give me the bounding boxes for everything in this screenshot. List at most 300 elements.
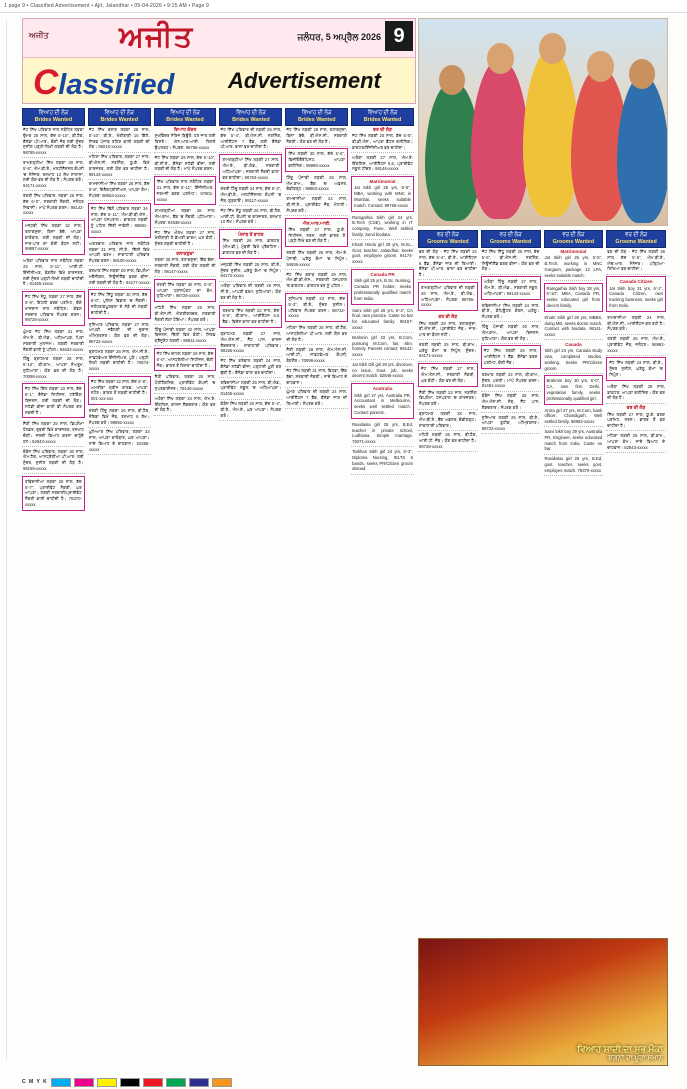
classified-ad [88,239,151,266]
ad-body: ਮਹਿਤੋਂ ਲੜਕੀ 26 ਸਾਲ, ਬੀ.ਟੈਕ, ਆਈ.ਟੀ. ਜੌਬ। ਯੋਗ ਵਰ ਚਾਹੀਦਾ ਹੈ। 98728-xxxxx [419,432,477,450]
column-header-5-english: Brides Wanted [297,116,336,123]
cmyk-swatches [51,1078,232,1087]
classified-ad [351,176,414,212]
classified-ad [481,276,541,299]
classified-ad [481,248,541,275]
ad-body: ਹਿੰਦੂ ਪੰਜਾਬੀ ਲੜਕਾ 32 ਸਾਲ, ਆਪਣਾ ਬਿਜ਼ਨਸ, ਦਿੱਲੀ ਵਿਖੇ ਕੋਠੀ। ਸਿਰਫ਼ ਗ੍ਰੈਜੂਏਟ ਲੜਕੀ। 98911-xxxxx [154,326,216,344]
ad-title: Canada PR [370,272,395,277]
column-header-r2-punjabi: ਵਰ ਦੀ ਲੋੜ [499,232,522,238]
column-r4-ads [606,248,666,453]
classified-ad [285,324,348,345]
cmyk-swatch [74,1078,94,1087]
classified-ad [351,126,414,154]
ad-title: Canada [565,341,582,347]
ad-body: ਹਿੰਦੂ ਪੰਜਾਬੀ ਲੜਕੀ 26 ਸਾਲ, ਐਮ.ਕਾਮ., ਬੈਂਕ 'ਚ ਅਫ਼ਸਰ, ਚੰਡੀਗੜ੍ਹ। 98883-xxxxx [286,174,348,192]
classified-ad [154,348,217,371]
ad-title: Australia [372,386,393,392]
classified-ad [88,347,151,374]
classified-ad [606,357,666,380]
classified-ad [606,431,666,452]
classified-ad [219,357,282,378]
column-header-3-english: Brides Wanted [166,116,204,123]
ad-body: ਅਰੋੜਾ ਸਿੱਖ ਲੜਕੀ 29 ਸਾਲ, ਡਾਕਟਰ, ਆਪਣਾ ਕਲੀਨਿਕ। ਯੋਗ ਵਰ ਦੀ ਲੋੜ ਹੈ। [607,383,665,401]
ad-body: ਜੱਟ ਸਿੱਖ ਲੜਕਾ 32 ਸਾਲ, ਕੱਦ 5'-9", ਅਮਰੀਕਾ ਗ੍ਰੀਨ ਕਾਰਡ, ਆਪਣਾ ਸਟੋਰ। ਭਾਰਤ ਤੋਂ ਲੜਕੀ ਚਾਹੀਦੀ ਹੈ। 001-xxx-xxx [90,378,148,402]
column-header-3 [154,108,217,126]
column-header-r1-english: Grooms Wanted [427,238,469,245]
ad-body: ਮਹਿਰਾ ਲੜਕੀ 25 ਸਾਲ, ਬੀ.ਕਾਮ., ਆਪਣਾ ਕੰਮ। ਸਾਦੇ ਵਿਆਹ ਦੇ ਚਾਹਵਾਨ। 62843-xxxxx [607,432,665,450]
classified-ad [418,363,478,386]
classified-columns-left [22,108,414,512]
classified-ad [606,276,666,312]
classified-ad [22,220,85,255]
classified-ad [22,476,85,511]
classified-ad [418,410,478,431]
ad-body: ਰਾਮਦਾਸੀਆ ਲੜਕੀ 24 ਸਾਲ, ਬੀ.ਐਸ.ਸੀ., ਆਈਲੈਟਸ ਕਰ ਰਹੀ ਹੈ। ਸੰਪਰਕ ਕਰੋ। [607,314,665,332]
ad-body: Sikh girl 25 yrs, B.Sc. Nursing, Canada PR holder, seeks professionally qualified match from India. [354,278,411,301]
classified-column-1 [22,108,85,512]
ad-body: ਜੱਟ ਸਿੱਖ ਲੜਕਾ 29 ਸਾਲ, ਕੱਦ 5'-10", ਬੀ.ਸੀ.ਏ., ਕੈਨੇਡਾ ਸਟੱਡੀ ਵੀਜ਼ਾ, ਲਈ ਲੜਕੀ ਦੀ ਲੋੜ ਹੈ। ਮਾਪੇ ਸੰਪਰਕ ਕਰਨ। [154,154,216,172]
cmyk-swatch [189,1078,209,1087]
ad-body: Khatri Sikh girl 26 yrs, MBBS, doing MD, seeks doctor match. Contact with biodata. 98141-xxxxx [544,314,603,338]
classified-ad [481,370,541,391]
ad-body: Jat Sikh girl 26 yrs, 5'-5", MBA, working with MNC in Mumbai, seeks suitable match. Contact: 98765-xxxxx [354,185,411,208]
classified-ad [22,191,85,218]
ad-body: ਤਰਖਾਣ ਲੜਕੀ 23 ਸਾਲ, ਬੀ.ਕਾਮ., ਸੁੰਦਰ, ਪਤਲੀ। ਮਾਪੇ ਸੰਪਰਕ ਕਰਨ। 81461-xxxxx [481,371,540,389]
classified-ad [154,250,217,278]
classified-ad [154,304,217,325]
classified-ad [22,420,85,447]
ad-body: ਰਾਮਗੜ੍ਹੀਆ ਸਿੱਖ ਲੜਕਾ 30 ਸਾਲ, 5'-8", ਐਮ.ਬੀ.ਏ., ਮਲਟੀਨੈਸ਼ਨਲ ਕੰਪਨੀ 'ਚ ਮੈਨੇਜਰ, ਤਨਖਾਹ 12 ਲੱਖ ਸਾਲਾਨਾ, ਲਈ ਯੋਗ ਵਰ ਦੀ ਲੋੜ ਹੈ। ਸੰਪਰਕ ਕਰੋ। 94171-xxxxx [23,159,84,189]
ad-body: ਮਹਿਤੋਂ ਸਿੱਖ ਲੜਕਾ 26 ਸਾਲ, ਬੀ.ਐਸ.ਸੀ. ਐਗਰੀਕਲਚਰ, ਸਰਕਾਰੀ ਨੌਕਰੀ ਲੱਗਾ ਹੋਇਆ। ਸੰਪਰਕ ਕਰੋ। [154,305,216,322]
ad-body: ਤਰਖਾਣ ਸਿੱਖ ਲੜਕਾ 29 ਸਾਲ, ਡਿਪਲੋਮਾ ਮਕੈਨੀਕਲ, ਨਿਊਜ਼ੀਲੈਂਡ ਵਰਕ ਵੀਜ਼ਾ, ਲਈ ਲੜਕੀ ਦੀ ਲੋੜ ਹੈ। 94177-xxxxx [88,267,150,285]
cmyk-label: C M Y K [22,1079,48,1085]
classified-ad [219,305,282,328]
classified-dropcap: C [33,63,59,102]
classified-ad [351,153,414,174]
ajit-logo: ਅਜੀਤ [119,21,194,53]
ad-body: ਖੱਤਰੀ ਸਿੱਖ ਪਰਿਵਾਰ, ਲੜਕਾ 26 ਸਾਲ, ਕੱਦ 6'-0", ਸਰਕਾਰੀ ਨੌਕਰੀ, ਜਲੰਧਰ ਨਿਵਾਸੀ। ਮਾਪੇ ਸੰਪਰਕ ਕਰਨ। 98142-xxxxx [23,192,84,216]
ad-body: ਜੱਟ ਸਿੱਖ ਲੜਕੀ 27 ਸਾਲ, ਐਮ.ਐਸ.ਸੀ., ਸਰਕਾਰੀ ਨੌਕਰੀ, ਘਰ ਕੋਠੀ। ਯੋਗ ਵਰ ਦੀ ਲੋੜ। [421,366,475,383]
classified-column-2 [88,108,151,512]
column-1-ads [22,126,85,511]
ad-title: ਵਿਆਹ ਕੇਂਦਰ [173,127,197,132]
classified-ad [219,260,282,281]
column-set-right [418,230,666,476]
column-header-2-english: Brides Wanted [100,116,139,123]
ad-title: ਵਰ ਦੀ ਲੋੜ [626,405,646,411]
classified-ad [481,345,541,368]
classified-ad [88,376,151,405]
classified-column-5 [285,108,348,512]
classified-ad [88,180,151,201]
classified-ad [544,427,604,454]
classified-ad [219,378,282,399]
column-header-r2 [481,230,541,248]
classified-ad [154,394,217,415]
classified-ad [22,355,85,382]
ad-body: ਕੰਬੋਜ ਸਿੱਖ ਪਰਿਵਾਰ, ਲੜਕਾ 30 ਸਾਲ, ਐਮ.ਟੈਕ, ਆਸਟ੍ਰੇਲੀਆ ਪੀ.ਆਰ. ਲਈ ਸੁੰਦਰ, ਸੁਸ਼ੀਲ ਲੜਕੀ ਦੀ ਲੋੜ ਹੈ। 98159-xxxxx [23,448,84,472]
column-4-ads [219,126,282,421]
classified-ad [418,431,478,452]
classified-ad [351,420,414,447]
ad-title: Matrimonial [369,179,396,185]
ad-body: ਸਿੱਖ ਪਰਿਵਾਰ ਨਾਲ ਸਬੰਧਿਤ ਲੜਕਾ 31 ਸਾਲ, ਕੱਦ 5'-11", ਇੰਜੀਨੀਅਰ, ਜਰਮਨੀ ਵਰਕ ਪਰਮਿਟ। 97801-xxxxx [156,179,214,202]
ad-title: Matrimonial [560,249,587,254]
ad-body: ਸੁਨਿਆਰ ਲੜਕੀ 25 ਸਾਲ, ਬੀ.ਏ., ਆਪਣਾ ਬੁਟੀਕ, ਅੰਮ੍ਰਿਤਸਰ। 98722-xxxxx [481,414,540,432]
column-r3-ads [544,248,604,477]
classified-ad [22,328,85,355]
classified-ad [285,126,348,147]
edition-date: ਜਲੰਧਰ, 5 ਅਪ੍ਰੈਲ 2026 [297,32,381,42]
column-header-2-punjabi: ਵਿਆਹ ਦੀ ਲੋੜ [104,110,135,116]
ad-body: ਘੁੰਮਣ ਪਰਿਵਾਰ ਦੀ ਲੜਕੀ 24 ਸਾਲ, ਆਈਲੈਟਸ 7 ਬੈਂਡ, ਕੈਨੇਡਾ ਜਾਣ ਦੀ ਤਿਆਰੀ। ਸੰਪਰਕ ਕਰੋ। [286,389,348,407]
column-header-2 [88,108,151,126]
ad-body: ਜੱਟ ਸਿੱਖ ਪਰਿਵਾਰ ਨਾਲ ਸਬੰਧਿਤ ਲੜਕਾ ਉਮਰ 28 ਸਾਲ, ਕੱਦ 5'-10", ਬੀ.ਟੈਕ, ਕੈਨੇਡਾ ਪੀ.ਆਰ., ਚੰਗੀ ਜੌਬ ਲਈ ਸੁੰਦਰ ਸੁਸ਼ੀਲ ਪੜ੍ਹੀ-ਲਿਖੀ ਲੜਕੀ ਦੀ ਲੋੜ ਹੈ। 98765-xxxxx [23,127,84,156]
ad-body: ਘੁਮਿਆਰ ਸਿੱਖ ਪਰਿਵਾਰ, ਲੜਕਾ 33 ਸਾਲ, ਆਪਣਾ ਕਾਰੋਬਾਰ, ਘਰ ਆਪਣਾ। ਸਾਦੇ ਵਿਆਹ ਦੇ ਚਾਹਵਾਨ। 62395-xxxxx [88,429,150,452]
ad-body: ਸੁਨਿਆਰ ਪਰਿਵਾਰ, ਲੜਕਾ 27 ਸਾਲ, ਆਪਣੀ ਜਵੈਲਰੀ ਦੀ ਦੁਕਾਨ, ਅੰਮ੍ਰਿਤਸਰ। ਯੋਗ ਵਰ ਦੀ ਲੋੜ। 98722-xxxxx [88,321,150,344]
column-set-left [22,108,414,512]
ad-body: ਰਾਮਗੜ੍ਹੀਆ ਸਿੱਖ ਲੜਕੀ 27 ਸਾਲ, ਐਮ.ਏ., ਬੀ.ਐਡ., ਸਰਕਾਰੀ ਅਧਿਆਪਕਾ। ਸਰਕਾਰੀ ਨੌਕਰੀ ਵਾਲਾ ਵਰ ਚਾਹੀਦਾ। 98763-xxxxx [222,157,280,180]
ad-body: ਬ੍ਰਾਹਮਣ ਲੜਕੀ 28 ਸਾਲ, ਐਮ.ਬੀ.ਏ., ਬੈਂਕ ਅਫ਼ਸਰ, ਚੰਡੀਗੜ੍ਹ। ਸ਼ਾਕਾਹਾਰੀ ਪਰਿਵਾਰ। [419,411,477,428]
classified-ad [154,153,217,174]
ad-body: ਅਰੋੜਾ ਸਿੱਖ ਲੜਕਾ 34 ਸਾਲ, ਐਮ.ਏ. ਇੰਗਲਿਸ਼, ਕਾਲਜ ਲੈਕਚਰਾਰ। ਯੋਗ ਵਰ ਦੀ ਲੋੜ ਹੈ। [154,395,216,413]
classified-ad [481,392,541,413]
ad-body: ਜੱਟ ਸਿੱਖ ਔਲਖ ਲੜਕਾ 27 ਸਾਲ, ਖੇਤੀਬਾੜੀ ਤੇ ਡੇਅਰੀ ਫਾਰਮ, ਘਰ ਕੋਠੀ। ਸੁੰਦਰ ਲੜਕੀ ਚਾਹੀਦੀ ਹੈ। [154,229,216,247]
figure-1-head [439,65,465,95]
classified-ad [219,282,282,303]
cmyk-swatch [166,1078,186,1087]
classified-column-r2 [481,230,541,476]
ad-body: ਜੱਟ ਸਿੱਖ ਬਰਾੜ ਲੜਕਾ 28 ਸਾਲ, 5'-10", ਬੀ.ਏ., ਖੇਤੀਬਾੜੀ 15 ਕਿੱਲੇ, ਸਿਰਫ਼ ਪੰਜਾਬ ਰਹਿਣ ਵਾਲੀ ਲੜਕੀ ਦੀ ਲੋੜ। 95010-xxxxx [88,127,150,150]
classified-ad [544,406,604,427]
ad-body: ਜੱਟ ਸਿੱਖ ਸਿੱਧੂ ਲੜਕਾ 30 ਸਾਲ, ਕੱਦ 6'-0", ਪੁਲਿਸ ਵਿਭਾਗ 'ਚ ਨੌਕਰੀ। ਜਲੰਧਰ/ਕਪੂਰਥਲਾ ਦੇ ਨੇੜੇ ਦੀ ਲੜਕੀ ਚਾਹੀਦੀ ਹੈ। [90,292,148,315]
classified-ad [219,126,282,153]
ad-body: ਸੈਣੀ ਪਰਿਵਾਰ, ਲੜਕਾ 25 ਸਾਲ, ਪੌਲੀਟੈਕਨਿਕ, ਪ੍ਰਾਈਵੇਟ ਕੰਪਨੀ 'ਚ ਸੁਪਰਵਾਈਜ਼ਰ। 78140-xxxxx [154,374,216,391]
ad-body: ਜੱਟ ਸਿੱਖ ਸੰਧੂ, ਲੜਕਾ 27 ਸਾਲ, ਕੱਦ 5'-9", ਇਟਲੀ ਵਰਕ ਪਰਮਿਟ, ਚੰਗੇ ਖਾਨਦਾਨ ਨਾਲ ਸਬੰਧਿਤ। ਕੇਵਲ ਸਰਦਾਰ ਪਰਿਵਾਰ ਸੰਪਰਕ ਕਰਨ। 98728-xxxxx [25,294,82,323]
ad-body: ਜੱਟ ਸਿੱਖ ਸਿੱਧੂ ਲੜਕੀ 25 ਸਾਲ, ਕੱਦ 5'-6", ਬੀ.ਐਸ.ਸੀ. ਨਰਸਿੰਗ, ਨਿਊਜ਼ੀਲੈਂਡ ਵਰਕ ਵੀਜ਼ਾ। ਯੋਗ ਵਰ ਦੀ ਲੋੜ। [481,249,540,272]
figure-3-body [523,49,579,217]
classified-ad [351,240,414,267]
classified-ad [219,154,282,183]
masthead-top [23,19,415,58]
ad-title: ਵਰ ਦੀ ਲੋੜ [373,127,392,132]
cmyk-swatch [97,1078,117,1087]
ad-body: ਘੁੰਮਣ ਜੱਟ ਸਿੱਖ ਲੜਕਾ 31 ਸਾਲ, ਐਮ.ਏ., ਬੀ.ਐਡ., ਅਧਿਆਪਕ, ਪਿਤਾ ਸਰਕਾਰੀ ਮੁਲਾਜ਼ਮ। ਲੜਕੀ ਸਰਕਾਰੀ ਨੌਕਰੀ ਵਾਲੀ ਨੂੰ ਪਹਿਲ। 94632-xxxxx [23,329,84,352]
classified-ad [418,248,478,281]
ad-body: ਖੱਤਰੀ ਸਿੱਖ ਲੜਕੀ 25 ਸਾਲ, ਐਮ.ਏ. ਪੰਜਾਬੀ, ਘਰੇਲੂ ਕੰਮਾਂ 'ਚ ਨਿਪੁੰਨ। 94636-xxxxx [286,250,348,267]
classified-ad [219,206,282,227]
ad-body: ਜੱਟ ਸਿੱਖ ਗਿੱਲ ਲੜਕਾ 33 ਸਾਲ, ਕੱਦ 6'-1", ਕੈਨੇਡਾ ਸਿਟੀਜ਼ਨ, ਟਰੱਕਿੰਗ ਬਿਜ਼ਨਸ, ਲਈ ਲੜਕੀ ਦੀ ਲੋੜ। ਸਟੱਡੀ ਵੀਜ਼ਾ ਵਾਲੀ ਵੀ ਸੰਪਰਕ ਕਰ ਸਕਦੀ ਹੈ। [25,386,82,415]
ad-body: ਰਾਮਗੜ੍ਹੀਆ ਲੜਕਾ 28 ਸਾਲ, ਐਮ.ਕਾਮ., ਬੈਂਕ 'ਚ ਨੌਕਰੀ, ਪਟਿਆਲਾ। ਸੰਪਰਕ: 94638-xxxxx [154,208,216,225]
ad-body: Ramgarhia Sikh girl 24 yrs, B.Tech (CSE), working in IT company, Pune. Well settled family. Send biodata. [352,214,413,238]
classified-ad [481,413,541,434]
column-6-ads [351,126,414,475]
ad-body: Arora girl 27 yrs, M.Com, bank officer, Chandigarh. Well settled family. 98883-xxxxx [544,407,603,425]
ad-body: ਅਰੋੜਾ ਪਰਿਵਾਰ ਦੀ ਲੜਕੀ 29 ਸਾਲ, ਸੀ.ਏ., ਆਪਣੀ ਫਰਮ, ਲੁਧਿਆਣਾ। ਯੋਗ ਵਰ ਦੀ ਲੋੜ ਹੈ। [220,283,282,300]
hero-caption-line2: ਸ਼ਗਨਾਂ ਦਾ ਪੂਰਾ ਸਮਾਨ [608,1055,663,1062]
column-header-6-english: Brides Wanted [363,116,402,123]
ad-title: ਐਨ.ਆਰ.ਆਈ. [302,220,331,226]
cmyk-swatch [143,1078,163,1087]
ad-body: Sikh girl 24 yrs, Canada study visa, completed studies, working. Seeks PR/Citizen groom. [544,348,603,371]
classified-ad [418,388,478,409]
classified-ad [351,269,414,305]
ad-body: ਜੱਟ ਸਿੱਖ ਢਿੱਲੋਂ ਪਰਿਵਾਰ ਲੜਕਾ 34 ਸਾਲ, ਕੱਦ 5'-11", ਐਮ.ਬੀ.ਬੀ.ਐਸ., ਆਪਣਾ ਹਸਪਤਾਲ। ਡਾਕਟਰ ਲੜਕੀ ਨੂੰ ਪਹਿਲ ਦਿੱਤੀ ਜਾਵੇਗੀ। 98881-xxxxx [90,205,148,234]
classified-ad [22,447,85,474]
classified-ad [154,207,217,228]
classified-column-r1 [418,230,478,476]
ad-body: ਬ੍ਰਾਹਮਣ ਲੜਕੀ 27 ਸਾਲ, ਐਮ.ਐਸ.ਸੀ., ਨੈੱਟ ਪਾਸ, ਕਾਲਜ ਲੈਕਚਰਾਰ। ਸ਼ਾਕਾਹਾਰੀ ਪਰਿਵਾਰ। 98155-xxxxx [220,331,282,354]
column-2-ads [88,126,151,456]
classified-ad [88,203,151,238]
ad-body: ਮਹਿਰਾ ਸਿੱਖ ਲੜਕੀ 26 ਸਾਲ, ਬੀ.ਟੈਕ, ਆਸਟ੍ਰੇਲੀਆ ਪੀ.ਆਰ. ਲਈ ਯੋਗ ਵਰ ਦੀ ਲੋੜ ਹੈ। [286,325,348,342]
classified-column-r4 [606,230,666,476]
ad-body: Ravidasia girl 25 yrs, B.Ed, teacher in private school, Ludhiana. Simple marriage. 78371-xxxxx [352,421,413,445]
ad-body: ਖੱਤਰੀ ਹਿੰਦੂ ਲੜਕੀ 24 ਸਾਲ, ਕੱਦ 5'-3", ਐਮ.ਬੀ.ਏ., ਮਲਟੀਨੈਸ਼ਨਲ ਕੰਪਨੀ 'ਚ ਜੌਬ, ਗੁੜਗਾਓਂ। 98117-xxxxx [220,186,282,203]
classified-ad [22,126,85,159]
ad-body: Ramgarhia Sikh boy 28 yrs, 5'-10", MBA, Canada PR, seeks educated girl from decent family. [546,285,601,308]
classified-ad [606,382,666,403]
classified-ad [88,407,151,428]
classified-ad [351,383,414,419]
ad-body: ਸੁਨਿਆਰ ਲੜਕੀ 23 ਸਾਲ, ਕੱਦ 5'-3", ਬੀ.ਏ., ਸੁੰਦਰ ਸੁਸ਼ੀਲ। ਪਰਿਵਾਰ ਸੰਪਰਕ ਕਰਨ। 98722-xxxxx [288,296,346,319]
ad-body: Jat Sikh Gill girl 29 yrs, divorcee, no issue, Govt. job, seeks decent match. 62845-xxxxx [352,361,413,379]
classified-column-r3 [544,230,604,476]
classified-ad [219,330,282,357]
column-header-3-punjabi: ਵਿਆਹ ਦੀ ਲੋੜ [170,110,200,116]
ad-body: ਜੱਟ ਸਿੱਖ ਗਰੇਵਾਲ ਲੜਕੀ 24 ਸਾਲ, ਕੈਨੇਡਾ ਸਟੱਡੀ ਵੀਜ਼ਾ, ਪੜ੍ਹਾਈ ਪੂਰੀ ਕਰ ਚੁੱਕੀ ਹੈ। ਕੈਨੇਡਾ ਵਾਲਾ ਵਰ ਚਾਹੀਦਾ। [220,358,282,375]
ad-title: Canada Citizen [619,279,653,285]
classified-ad [544,283,604,312]
column-header-r2-english: Grooms Wanted [489,238,532,245]
figure-5-head [629,59,655,89]
classified-ad [22,158,85,191]
classified-column-4 [219,108,282,512]
column-header-r1-punjabi: ਵਰ ਦੀ ਲੋੜ [436,232,459,238]
classified-ad [481,301,541,322]
masthead-left-label: ਅਜੀਤ [29,31,49,40]
classified-ad [22,291,85,326]
classified-ad [351,306,414,333]
classified-ad [285,367,348,388]
classified-ad [285,293,348,322]
classified-ad [351,360,414,381]
ad-body: Sikh girl 27 yrs, Australia PR, Accountant in Melbourne, seeks well settled match. Contact parents. [354,392,411,415]
classified-ad [219,229,282,259]
classified-ad [154,373,217,394]
ad-body: ਜੱਟ ਸਿੱਖ ਸੰਧੂ ਲੜਕੀ 26 ਸਾਲ, ਬੀ.ਟੈਕ, ਆਈ.ਟੀ. ਕੰਪਨੀ 'ਚ ਕਾਰਜਰਤ, ਤਨਖਾਹ 10 ਲੱਖ। ਸੰਪਰਕ ਕਰੋ। [220,207,282,225]
column-header-4-punjabi: ਵਿਆਹ ਦੀ ਲੋੜ [236,110,266,116]
print-header-text: 1 page 9 • Classified Advertisement • Ajit, Jalandhar • 05-04-2026 • 9:15 AM • Page 9 [4,3,210,9]
cmyk-swatch [51,1078,71,1087]
ad-body: ਰਵਿਦਾਸੀਆ ਲੜਕਾ 29 ਸਾਲ, ਕੱਦ 5'-7", ਪ੍ਰਾਈਵੇਟ ਨੌਕਰੀ, ਘਰ ਆਪਣਾ। ਲੜਕੀ ਸਰਕਾਰੀ/ਪ੍ਰਾਈਵੇਟ ਨੌਕਰੀ ਵਾਲੀ ਚਾਹੀਦੀ ਹੈ। 78370-xxxxx [25,478,82,508]
classified-ad [22,383,85,418]
classified-ad [351,447,414,474]
classified-ad [219,185,282,206]
ad-title: ਵਰ ਦੀ ਲੋੜ [438,314,458,320]
ad-body: ਲੜਕਾ 38 ਸਾਲ, ਤਲਾਕਸ਼ੁਦਾ, ਇੱਕ ਬੱਚਾ, ਸਰਕਾਰੀ ਨੌਕਰੀ, ਲਈ ਯੋਗ ਲੜਕੀ ਦੀ ਲੋੜ। 98147-xxxxx [154,257,216,274]
classified-ad [606,404,666,432]
classified-ad [418,340,478,361]
ad-body: ਸਿੱਖ ਲੜਕੀ 27 ਸਾਲ, ਯੂ.ਕੇ. ਸਿਟੀਜ਼ਨ, ਨਰਸ, ਲਈ ਭਾਰਤ ਤੋਂ ਪੜ੍ਹੇ-ਲਿਖੇ ਵਰ ਦੀ ਲੋੜ ਹੈ। [288,226,346,244]
classified-ad [154,126,217,154]
ad-body: ਜੱਟ ਸਿੱਖ ਲੜਕੀ 28 ਸਾਲ, ਤਲਾਕਸ਼ੁਦਾ, ਬਿਨਾਂ ਬੱਚੇ, ਬੀ.ਐਸ.ਸੀ., ਸਰਕਾਰੀ ਨੌਕਰੀ। ਯੋਗ ਵਰ ਦੀ ਲੋੜ ਹੈ। [286,127,348,144]
classified-columns-right [418,230,666,476]
ad-body: ਅਰੋੜਾ ਲੜਕੀ 27 ਸਾਲ, ਐਮ.ਏ. ਇੰਗਲਿਸ਼, ਆਈਲੈਟਸ 6.5, ਪ੍ਰਾਈਵੇਟ ਸਕੂਲ ਟੀਚਰ। 98146-xxxxx [352,154,413,172]
ad-title: ਤਲਾਕਸ਼ੁਦਾ [176,251,195,257]
classified-ad [544,340,604,374]
classified-ad [606,313,666,334]
page-edge-rule [6,20,11,1060]
classified-ad [154,279,217,302]
ad-body: Brahmin girl 23 yrs, B.Com, pursuing M.Com, fair, slim, homely. Parents contact: 99142-xxxxx [352,334,413,358]
cmyk-swatch [120,1078,140,1087]
ad-body: ਖੱਤਰੀ ਲੜਕੀ 25 ਸਾਲ, ਬੀ.ਕਾਮ., ਘਰੇਲੂ ਕੰਮਾਂ 'ਚ ਨਿਪੁੰਨ, ਸੁੰਦਰ। 94171-xxxxx [419,341,477,359]
classified-ad [285,345,348,366]
ad-body: ਖੱਤਰੀ ਲੜਕੀ 28 ਸਾਲ, ਐਮ.ਏ., ਪ੍ਰਾਈਵੇਟ ਜੌਬ, ਜਲੰਧਰ। 98992-xxxxx [607,336,665,353]
column-header-1 [22,108,85,126]
classified-ad [88,126,151,153]
advertisement-title: Advertisement [228,68,381,93]
ad-body: ਤਰਖਾਣ ਸਿੱਖ ਲੜਕੀ 23 ਸਾਲ, ਕੱਦ 5'-5", ਬੀ.ਕਾਮ., ਆਈਲੈਟਸ 6.5 ਬੈਂਡ। ਵਿਦੇਸ਼ ਵਾਲਾ ਵਰ ਚਾਹੀਦਾ ਹੈ। [222,307,280,325]
column-header-r3-punjabi: ਵਰ ਦੀ ਲੋੜ [562,232,585,238]
column-header-1-punjabi: ਵਿਆਹ ਦੀ ਲੋੜ [38,110,69,116]
masthead [22,18,416,104]
cmyk-registration-strip [22,1077,414,1087]
column-r1-ads [418,248,478,453]
classified-ad [606,335,666,356]
ad-body: ਮਜ਼੍ਹਬੀ ਸਿੱਖ ਲੜਕੀ 25 ਸਾਲ, ਬੀ.ਏ., ਸੁੰਦਰ ਸੁਸ਼ੀਲ, ਘਰੇਲੂ ਕੰਮਾਂ 'ਚ ਨਿਪੁੰਨ। 94172-xxxxx [220,261,282,279]
ad-body: Jat Sikh boy 31 yrs, 6'-1", Canada Citizen, own trucking business, seeks girl from India. [609,285,663,308]
classified-ad [88,266,151,287]
classified-ad [22,257,85,290]
classified-ad [88,289,151,318]
ad-body: ਖੱਤਰੀ ਸਿੱਖ ਲੜਕਾ 30 ਸਾਲ, 5'-8", ਆਪਣਾ ਟ੍ਰਾਂਸਪੋਰਟ ਦਾ ਕੰਮ, ਲੁਧਿਆਣਾ। 98728-xxxxx [156,281,214,299]
column-header-r4 [606,230,666,248]
figure-4-head [587,51,614,82]
classified-ad [544,455,604,476]
ad-body: ਵਰ ਦੀ ਲੋੜ - ਜੱਟ ਸਿੱਖ ਲੜਕੀ 24 ਸਾਲ, ਕੱਦ 5'-4", ਬੀ.ਏ., ਆਈਲੈਟਸ 6 ਬੈਂਡ, ਕੈਨੇਡਾ ਜਾਣ ਦੀ ਤਿਆਰੀ। ਕੈਨੇਡਾ ਪੀ.ਆਰ. ਵਾਲਾ ਵਰ ਚਾਹੀਦਾ ਹੈ। [419,249,477,278]
ad-title: ਪੰਜਾਬ ਤੋਂ ਬਾਹਰ [238,232,264,238]
classified-ad [219,400,282,421]
ad-body: ਸਿੱਖ ਲੜਕੀ 29 ਸਾਲ, ਤਲਾਕਸ਼ੁਦਾ, ਬੀ.ਐਸ.ਸੀ., ਪ੍ਰਾਈਵੇਟ ਜੌਬ। ਜਾਤ-ਪਾਤ ਦਾ ਬੰਧਨ ਨਹੀਂ। [419,320,477,338]
ad-body: ਜੱਟ ਸਿੱਖ ਚਾਹਲ ਲੜਕਾ 29 ਸਾਲ, ਕੱਦ 6'-0", ਆਸਟ੍ਰੇਲੀਆ ਸਿਟੀਜ਼ਨ, ਚੰਗੀ ਜੌਬ। ਭਾਰਤ ਤੋਂ ਰਿਸ਼ਤਾ ਚਾਹੀਦਾ ਹੈ। [156,350,214,368]
ad-body: ਕੰਬੋਜ ਸਿੱਖ ਲੜਕੀ 25 ਸਾਲ, ਕੱਦ 5'-4", ਬੀ.ਏ., ਐਮ.ਏ., ਘਰ ਆਪਣਾ। ਸੰਪਰਕ ਕਰੋ। [220,401,282,418]
column-header-1-english: Brides Wanted [34,116,73,123]
classified-ad [285,388,348,409]
classified-ad [544,248,604,282]
column-header-r1 [418,230,478,248]
classified-ad [154,325,217,346]
figure-5-body [617,75,668,223]
column-header-5-punjabi: ਵਿਆਹ ਦੀ ਲੋੜ [301,110,332,116]
ad-body: Khatri Hindu girl 28 yrs, M.Sc., Govt. teacher, Jalandhar. Seeks govt. employee groom. 94174-xxxxx [352,241,413,265]
classified-ad [285,218,348,248]
ad-body: Brahmin boy 30 yrs, 6'-0", CA, own firm Delhi, vegetarian family, seeks professionally qualified girl. [546,378,601,401]
column-r2-ads [481,248,541,435]
masthead-bottom [23,58,415,103]
ad-body: Ravidasia girl 25 yrs, B.Ed, govt. teacher, seeks govt. employee match. 78370-xxxxx [544,456,603,473]
ad-body: ਸੈਣੀ ਸਿੱਖ ਲੜਕੀ 23 ਸਾਲ, ਨਰਸਿੰਗ ਡਿਪਲੋਮਾ, ਹਸਪਤਾਲ 'ਚ ਕਾਰਜਰਤ। ਸੰਪਰਕ ਕਰੋ। [419,389,477,407]
ad-body: ਸਿੱਖ ਲੜਕੀ 27 ਸਾਲ, ਯੂ.ਕੇ. ਵਰਕ ਪਰਮਿਟ, ਨਰਸ। ਭਾਰਤ ਤੋਂ ਵਰ ਚਾਹੀਦਾ ਹੈ। [607,411,665,429]
column-3-ads [154,126,217,416]
classified-ad [481,322,541,343]
ad-body: ਮਹਿਰਾ ਸਿੱਖ ਪਰਿਵਾਰ, ਲੜਕਾ 27 ਸਾਲ, ਬੀ.ਐਸ.ਸੀ. ਨਰਸਿੰਗ, ਯੂ.ਕੇ. ਵਿਖੇ ਕਾਰਜਰਤ, ਲਈ ਯੋਗ ਵਰ ਚਾਹੀਦਾ ਹੈ। 99144-xxxxx [88,154,150,177]
classified-ad [351,213,414,240]
column-header-5 [285,108,348,126]
figure-3-head [539,33,566,64]
ad-body: ਜੱਟ ਸਿੱਖ ਲੜਕੀ 25 ਸਾਲ, ਕੱਦ 5'-5", ਬੀ.ਡੀ.ਐਸ., ਆਪਣਾ ਡੈਂਟਲ ਕਲੀਨਿਕ। ਡਾਕਟਰ/ਇੰਜੀਨੀਅਰ ਵਰ ਚਾਹੀਦਾ। [352,133,413,150]
print-header-bar [0,0,687,13]
ad-body: Jat Sikh girl 25 yrs, 5'-5", B.Tech, working in MNC Gurgaon, package 12 LPA, seeks suitable match. [544,255,603,278]
ad-body: ਸਿੱਖ ਲੜਕੀ 30 ਸਾਲ, ਕੱਦ 5'-6", ਫਿਜ਼ੀਓਥੈਰੇਪਿਸਟ, ਆਪਣਾ ਕਲੀਨਿਕ। 99888-xxxxx [288,151,346,168]
ad-body: ਬ੍ਰਾਹਮਣ ਲੜਕਾ 28 ਸਾਲ, ਐਮ.ਸੀ.ਏ., ਸਾਫ਼ਟਵੇਅਰ ਇੰਜੀਨੀਅਰ, ਪੁਣੇ। ਪੜ੍ਹੀ-ਲਿਖੀ ਲੜਕੀ ਚਾਹੀਦੀ ਹੈ। 70874-xxxxx [88,348,150,372]
ad-body: ਰਾਮਗੜ੍ਹੀਆ ਪਰਿਵਾਰ ਦੀ ਲੜਕੀ 26 ਸਾਲ, ਐਮ.ਏ., ਬੀ.ਐਡ., ਅਧਿਆਪਕਾ। ਸੰਪਰਕ: 98765-xxxxx [421,284,475,308]
ad-body: Saini Sikh boy 29 yrs, Australia PR, Engineer, seeks educated match from India. Caste no bar. [544,428,603,452]
figure-2-body [471,59,529,219]
ad-body: ਜੱਟ ਸਿੱਖ ਲੜਕੀ 31 ਸਾਲ, ਵਿਧਵਾ, ਇੱਕ ਬੱਚਾ, ਸਰਕਾਰੀ ਨੌਕਰੀ। ਸਾਦੇ ਵਿਆਹ ਦੇ ਚਾਹਵਾਨ। [286,368,348,385]
classified-ad [285,148,348,171]
ad-body: ਜੱਟ ਸਿੱਖ ਲੜਕੀ 23 ਸਾਲ, ਬੀ.ਏ., ਸੁੰਦਰ ਸੁਸ਼ੀਲ, ਘਰੇਲੂ ਕੰਮਾਂ 'ਚ ਨਿਪੁੰਨ। [609,360,663,378]
ad-body: ਜੱਟ ਸਿੱਖ ਪਰਿਵਾਰ ਦੀ ਲੜਕੀ 25 ਸਾਲ, ਕੱਦ 5'-4", ਬੀ.ਐਸ.ਸੀ. ਨਰਸਿੰਗ, ਆਈਲੈਟਸ 7 ਬੈਂਡ, ਲਈ ਕੈਨੇਡਾ ਪੀ.ਆਰ. ਵਾਲਾ ਵਰ ਚਾਹੀਦਾ ਹੈ। [220,127,282,150]
figure-2-head [487,43,514,74]
ad-body: ਸੁਖਵਿੰਦਰ ਮੈਰਿਜ ਬਿਊਰੋ, ਹਰ ਜਾਤ ਲਈ ਰਿਸ਼ਤੇ। ਐਨ.ਆਰ.ਆਈ. ਰਿਸ਼ਤੇ ਉਪਲਬਧ। ਸੰਪਰਕ: 98765-xxxxx [154,133,216,150]
ad-body: ਜੱਟ ਸਿੱਖ ਬਰਾੜ ਲੜਕੀ 29 ਸਾਲ, ਐਮ.ਬੀ.ਬੀ.ਐਸ., ਸਰਕਾਰੀ ਹਸਪਤਾਲ 'ਚ ਡਾਕਟਰ। ਡਾਕਟਰ ਵਰ ਨੂੰ ਪਹਿਲ। [286,271,348,289]
ad-body: ਰਵਿਦਾਸੀਆ ਲੜਕੀ 26 ਸਾਲ, ਬੀ.ਐਡ., ਪ੍ਰਾਈਵੇਟ ਸਕੂਲ 'ਚ ਅਧਿਆਪਕਾ। 81465-xxxxx [220,379,282,397]
classified-ad [285,173,348,194]
classified-ad [154,176,217,205]
classified-ad [88,153,151,180]
ad-body: ਮਜ਼੍ਹਬੀ ਸਿੱਖ ਲੜਕਾ 32 ਸਾਲ, ਤਲਾਕਸ਼ੁਦਾ, ਬਿਨਾਂ ਬੱਚੇ, ਆਪਣਾ ਕਾਰੋਬਾਰ, ਲਈ ਲੜਕੀ ਦੀ ਲੋੜ। ਜਾਤ-ਪਾਤ ਦਾ ਕੋਈ ਬੰਧਨ ਨਹੀਂ। 99887-xxxxx [25,223,82,252]
ad-body: Saini Sikh girl 26 yrs, 5'-4", CA final, own practice. Caste no bar for educated family. 98157-xxxxx [352,307,413,330]
classified-column-6 [351,108,414,512]
ad-body: ਕੰਬੋਜ ਸਿੱਖ ਲੜਕੀ 28 ਸਾਲ, ਐਮ.ਐਸ.ਸੀ. ਮੈਥ, ਨੈੱਟ ਪਾਸ, ਲੈਕਚਰਾਰ। ਸੰਪਰਕ ਕਰੋ। [481,393,540,410]
column-header-6 [351,108,414,126]
classified-column-3 [154,108,217,512]
ad-body: ਰਾਮਦਾਸੀਆ ਸਿੱਖ ਲੜਕਾ 26 ਸਾਲ, ਕੱਦ 5'-8", ਇਲੈਕਟ੍ਰੀਸ਼ੀਅਨ, ਆਪਣਾ ਕੰਮ। ਸੰਪਰਕ: 98553-xxxxx [88,181,150,198]
column-header-r3 [544,230,604,248]
page-number-badge: 9 [385,21,413,51]
classified-ad [88,320,151,347]
classified-ad [418,313,478,341]
ad-body: ਖੱਤਰੀ ਹਿੰਦੂ ਲੜਕਾ 26 ਸਾਲ, ਬੀ.ਟੈਕ, ਨੋਇਡਾ ਵਿਖੇ ਜੌਬ, ਤਨਖਾਹ 9 ਲੱਖ। ਸੰਪਰਕ ਕਰੋ। 98992-xxxxx [88,408,150,425]
ad-body: ਹਿੰਦੂ ਬ੍ਰਾਹਮਣ ਲੜਕਾ 28 ਸਾਲ, 5'-10", ਬੀ.ਕਾਮ., ਆਪਣਾ ਸ਼ੋਅਰੂਮ, ਲੁਧਿਆਣਾ। ਯੋਗ ਵਰ ਦੀ ਲੋੜ ਹੈ। 70098-xxxxx [23,356,84,379]
ad-body: ਜੱਟ ਸਿੱਖ ਲੜਕੀ 26 ਸਾਲ, ਆਈਲੈਟਸ 7 ਬੈਂਡ, ਕੈਨੇਡਾ ਵਰਕ ਪਰਮਿਟ, ਚੰਗੀ ਜੌਬ। [483,348,538,365]
hero-jewellery-photo [418,938,668,1066]
cmyk-swatch [212,1078,232,1087]
classified-ad [351,333,414,360]
ad-body: ਰਾਮਦਾਸੀਆ ਲੜਕੀ 24 ਸਾਲ, ਬੀ.ਸੀ.ਏ., ਪ੍ਰਾਈਵੇਟ ਜੌਬ, ਮੋਹਾਲੀ। ਸੰਪਰਕ ਕਰੋ। [286,196,348,213]
classified-ad [154,228,217,249]
ad-body: ਸੈਣੀ ਲੜਕੀ 28 ਸਾਲ, ਐਮ.ਐਸ.ਸੀ. ਆਈ.ਟੀ., ਸਾਫ਼ਟਵੇਅਰ ਕੰਪਨੀ, ਬੰਗਲੌਰ। 70098-xxxxx [286,346,348,364]
classified-ad [285,249,348,270]
classified-ad [285,270,348,291]
classified-ad [88,428,151,455]
classified-ad [418,282,478,311]
classified-ad [544,375,604,404]
hero-caption [577,1044,663,1063]
ad-body: ਰਵਿਦਾਸੀਆ ਸਿੱਖ ਲੜਕੀ 24 ਸਾਲ, ਬੀ.ਏ., ਕੰਪਿਊਟਰ ਕੋਰਸ, ਘਰੇਲੂ। ਸੰਪਰਕ ਕਰੋ। [481,302,540,320]
classified-ad [285,195,348,216]
ad-body: ਸਿੱਖ ਲੜਕੀ 28 ਸਾਲ, ਡਾਕਟਰ (ਐਮ.ਡੀ.), ਮੁੰਬਈ ਵਿਖੇ ਪ੍ਰੈਕਟਿਸ। ਡਾਕਟਰ ਵਰ ਦੀ ਲੋੜ ਹੈ। [222,238,280,256]
column-header-4-english: Brides Wanted [232,116,270,123]
classified-ad [606,248,666,275]
classified-title [33,63,174,103]
hero-illustration-women [418,18,668,226]
classified-ad [544,313,604,340]
column-header-r4-english: Grooms Wanted [615,238,657,245]
column-header-6-punjabi: ਵਿਆਹ ਦੀ ਲੋੜ [367,110,398,116]
